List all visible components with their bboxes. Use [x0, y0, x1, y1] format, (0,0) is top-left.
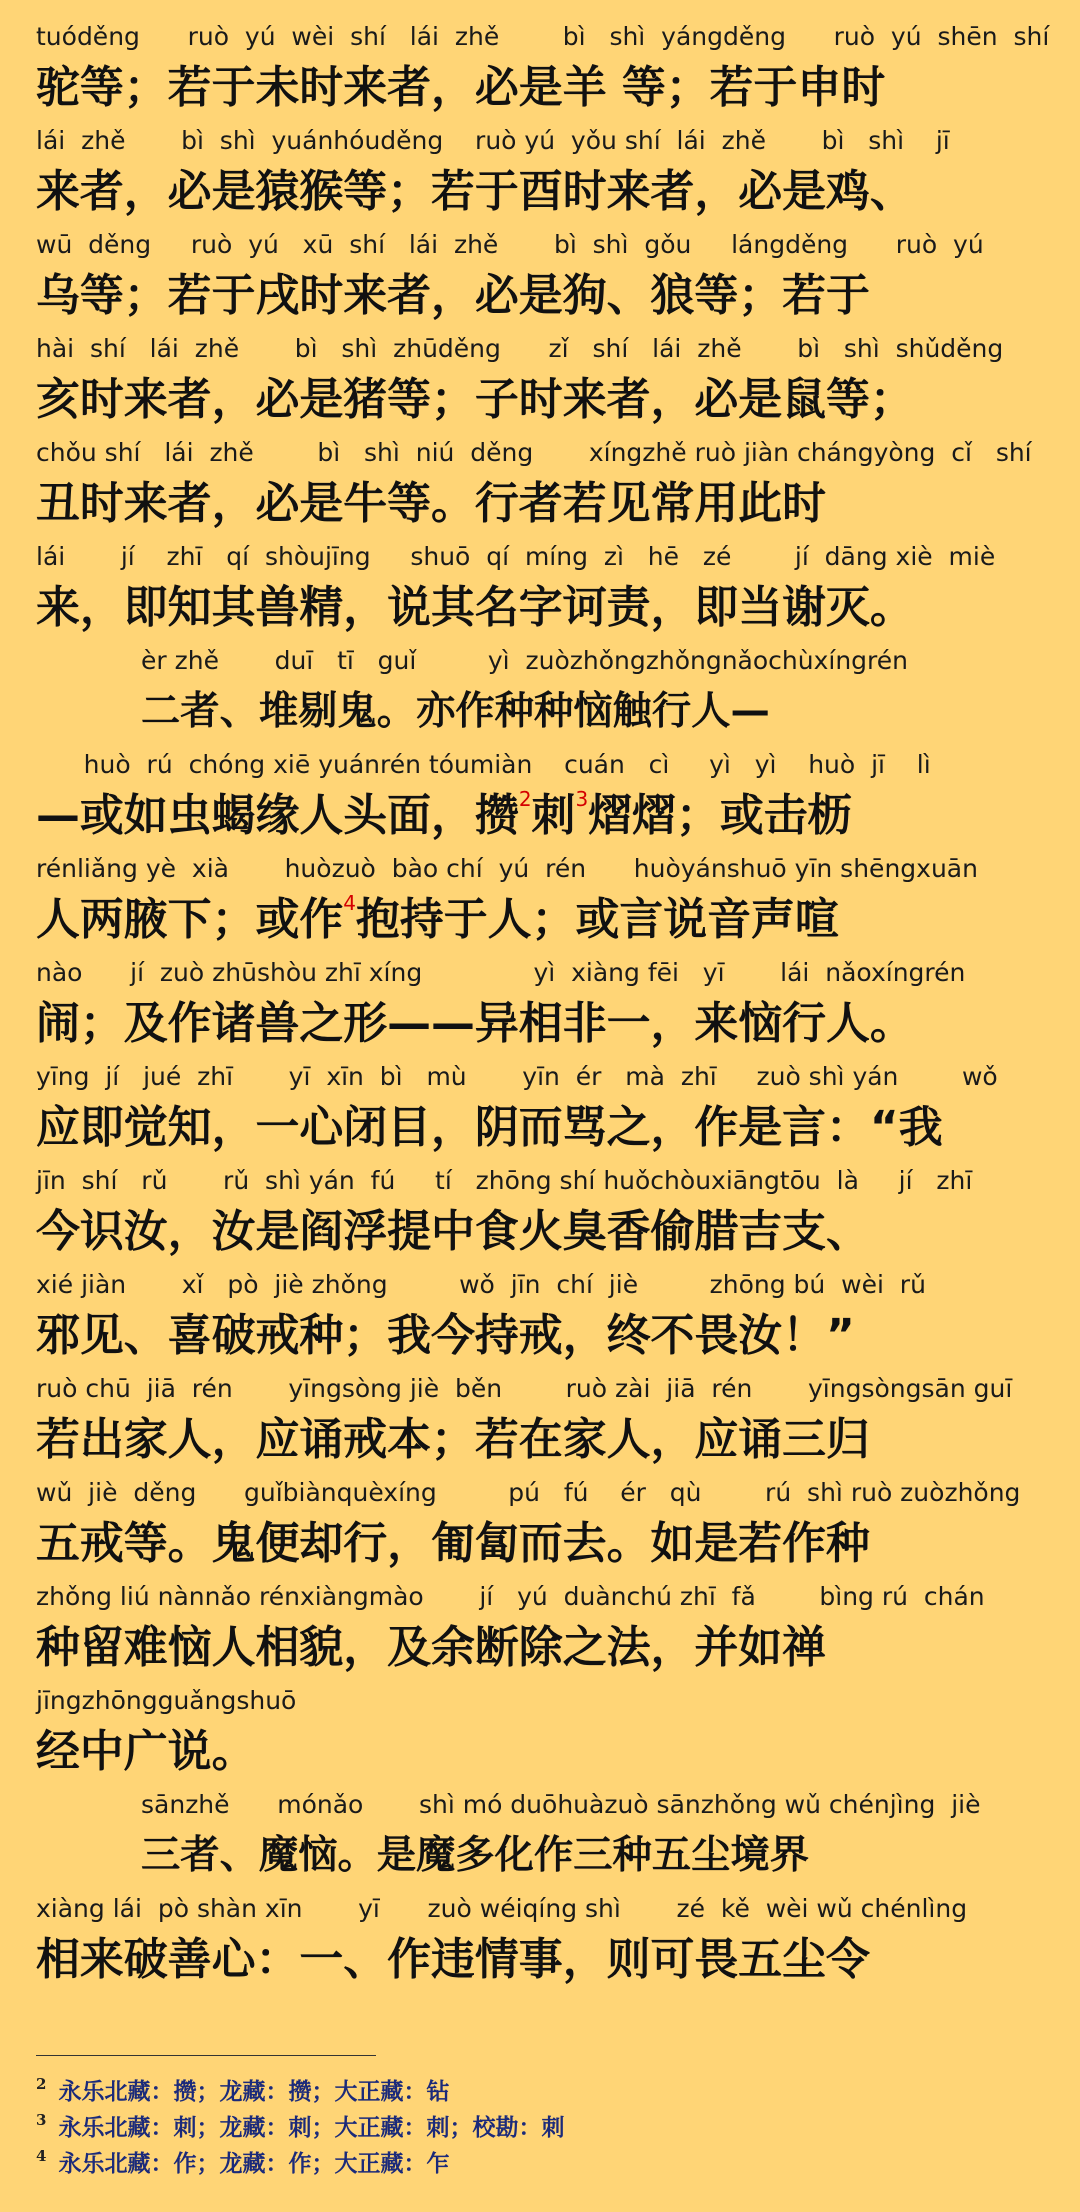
pinyin-line: lái zhě bì shì yuánhóuděng ruò yú yǒu shí lái zhě bì shì jī — [36, 126, 950, 155]
hanzi-line — [36, 1512, 1080, 1576]
pinyin-line: èr zhě duī tī guǐ yì zuòzhǒngzhǒngnǎochùxíngrén — [141, 646, 909, 675]
pinyin-line: yīng jí jué zhī yī xīn bì mù yīn ér mà zhī zuò shì yán wǒ — [36, 1062, 998, 1091]
pinyin-line: chǒu shí lái zhě bì shì niú děng xíngzhě ruò jiàn chángyòng cǐ shí — [36, 438, 1032, 467]
hanzi-line — [36, 472, 1080, 536]
hanzi-segment: 种留难恼人相貌，及余断除之法，并如禅 — [36, 1622, 827, 1673]
hanzi-line — [36, 576, 1080, 640]
hanzi-line — [36, 1720, 1080, 1784]
hanzi-segment: 驼等；若于未时来者，必是羊 等；若于申时 — [36, 62, 886, 113]
pinyin-line: wǔ jiè děng guǐbiànquèxíng pú fú ér qù rú shì ruò zuòzhǒng — [36, 1478, 1021, 1507]
text-line — [0, 330, 1080, 434]
hanzi-line — [141, 1824, 1080, 1888]
text-line — [0, 1682, 1080, 1786]
footnote-2 — [36, 2067, 1036, 2105]
hanzi-line — [36, 1096, 1080, 1160]
hanzi-segment: 亥时来者，必是猪等；子时来者，必是鼠等； — [36, 374, 914, 425]
hanzi-line — [36, 160, 1080, 224]
hanzi-segment: 今识汝，汝是阎浮提中食火臭香偷腊吉支、 — [36, 1206, 870, 1257]
footnote-number: 4 — [36, 2147, 47, 2165]
hanzi-line — [36, 1616, 1080, 1680]
text-line — [0, 538, 1080, 642]
hanzi-segment: 若出家人，应诵戒本；若在家人，应诵三归 — [36, 1414, 870, 1465]
hanzi-segment: 来，即知其兽精，说其名字诃责，即当谢灭。 — [36, 582, 914, 633]
pinyin-line: sānzhě mónǎo shì mó duōhuàzuò sānzhǒng wǔ chénjìng jiè — [141, 1790, 981, 1819]
footnote-text: 永乐北藏：攒；龙藏：攒；大正藏：钻 — [58, 2078, 450, 2105]
text-line — [0, 1474, 1080, 1578]
pinyin-line: huò rú chóng xiē yuánrén tóumiàn cuán cì yì yì huò jī lì — [36, 750, 931, 779]
hanzi-line — [36, 1304, 1080, 1368]
pinyin-line: tuóděng ruò yú wèi shí lái zhě bì shì yángděng ruò yú shēn shí — [36, 22, 1050, 51]
hanzi-segment: 三者、魔恼。是魔多化作三种五尘境界 — [141, 1833, 810, 1878]
hanzi-line — [36, 888, 1080, 952]
hanzi-segment: 经中广说。 — [36, 1726, 256, 1777]
hanzi-segment: 二者、堆剔鬼。亦作种种恼触行人— — [141, 689, 770, 734]
hanzi-segment: 乌等；若于戌时来者，必是狗、狼等；若于 — [36, 270, 870, 321]
pinyin-line: nào jí zuò zhūshòu zhī xíng yì xiàng fēi yī lái nǎoxíngrén — [36, 958, 966, 987]
pinyin-line: wū děng ruò yú xū shí lái zhě bì shì gǒu lángděng ruò yú — [36, 230, 984, 259]
text-line — [0, 1370, 1080, 1474]
text-line — [0, 18, 1080, 122]
pinyin-line: xiàng lái pò shàn xīn yī zuò wéiqíng shì zé kě wèi wǔ chénlìng — [36, 1894, 968, 1923]
hanzi-segment: 相来破善心：一、作违情事，则可畏五尘令 — [36, 1934, 870, 1985]
footnote-marker: 3 — [575, 787, 589, 811]
text-line — [0, 850, 1080, 954]
footnote-number: 2 — [36, 2075, 47, 2093]
hanzi-segment: 邪见、喜破戒种；我今持戒，终不畏汝！” — [36, 1310, 855, 1361]
hanzi-line — [36, 264, 1080, 328]
hanzi-segment: 抱持于人；或言说音声喧 — [355, 894, 839, 945]
text-line — [0, 1786, 1080, 1890]
hanzi-segment: —或如虫蝎缘人头面，攒 — [36, 790, 519, 841]
footnote-text: 永乐北藏：作；龙藏：作；大正藏：乍 — [58, 2150, 450, 2177]
hanzi-line — [36, 784, 1080, 848]
footnote-marker: 4 — [343, 891, 356, 915]
text-line — [0, 122, 1080, 226]
text-line — [0, 954, 1080, 1058]
footnote-divider — [36, 2055, 376, 2056]
footnote-number: 3 — [36, 2111, 47, 2129]
hanzi-line — [141, 680, 1080, 744]
hanzi-segment: 应即觉知，一心闭目，阴而骂之，作是言：“我 — [36, 1102, 943, 1153]
footnote-4 — [36, 2139, 1036, 2177]
hanzi-segment: 丑时来者，必是牛等。行者若见常用此时 — [36, 478, 827, 529]
hanzi-line — [36, 1928, 1080, 1992]
footnote-3 — [36, 2103, 1036, 2141]
hanzi-segment: 熠熠；或击枥 — [588, 790, 852, 841]
hanzi-segment: 闹；及作诸兽之形——异相非一，来恼行人。 — [36, 998, 914, 1049]
hanzi-line — [36, 56, 1080, 120]
text-line — [0, 1578, 1080, 1682]
text-line — [0, 746, 1080, 850]
pinyin-line: lái jí zhī qí shòujīng shuō qí míng zì hē zé jí dāng xiè miè — [36, 542, 996, 571]
hanzi-segment: 五戒等。鬼便却行，匍匐而去。如是若作种 — [36, 1518, 870, 1569]
pinyin-line: ruò chū jiā rén yīngsòng jiè běn ruò zài jiā rén yīngsòngsān guī — [36, 1374, 1013, 1403]
text-line — [0, 1058, 1080, 1162]
pinyin-line: xié jiàn xǐ pò jiè zhǒng wǒ jīn chí jiè zhōng bú wèi rǔ — [36, 1270, 926, 1299]
pinyin-line: jīn shí rǔ rǔ shì yán fú tí zhōng shí huǒchòuxiāngtōu là jí zhī — [36, 1166, 973, 1195]
text-line — [0, 434, 1080, 538]
footnote-text: 永乐北藏：刺；龙藏：刺；大正藏：刺；校勘：刺 — [58, 2114, 565, 2141]
text-line — [0, 642, 1080, 746]
text-line — [0, 1162, 1080, 1266]
hanzi-line — [36, 368, 1080, 432]
hanzi-segment: 人两腋下；或作 — [36, 894, 344, 945]
pinyin-line: rénliǎng yè xià huòzuò bào chí yú rén huòyánshuō yīn shēngxuān — [36, 854, 978, 883]
footnote-marker: 2 — [518, 787, 532, 811]
text-line — [0, 1890, 1080, 1994]
pinyin-line: jīngzhōngguǎngshuō — [36, 1686, 297, 1715]
hanzi-line — [36, 992, 1080, 1056]
pinyin-line: zhǒng liú nànnǎo rénxiàngmào jí yú duànchú zhī fǎ bìng rú chán — [36, 1582, 985, 1611]
text-line — [0, 1266, 1080, 1370]
pinyin-line: hài shí lái zhě bì shì zhūděng zǐ shí lái zhě bì shì shǔděng — [36, 334, 1004, 363]
hanzi-line — [36, 1200, 1080, 1264]
text-line — [0, 226, 1080, 330]
hanzi-segment: 刺 — [531, 790, 576, 841]
hanzi-segment: 来者，必是猿猴等；若于酉时来者，必是鸡、 — [36, 166, 914, 217]
hanzi-line — [36, 1408, 1080, 1472]
